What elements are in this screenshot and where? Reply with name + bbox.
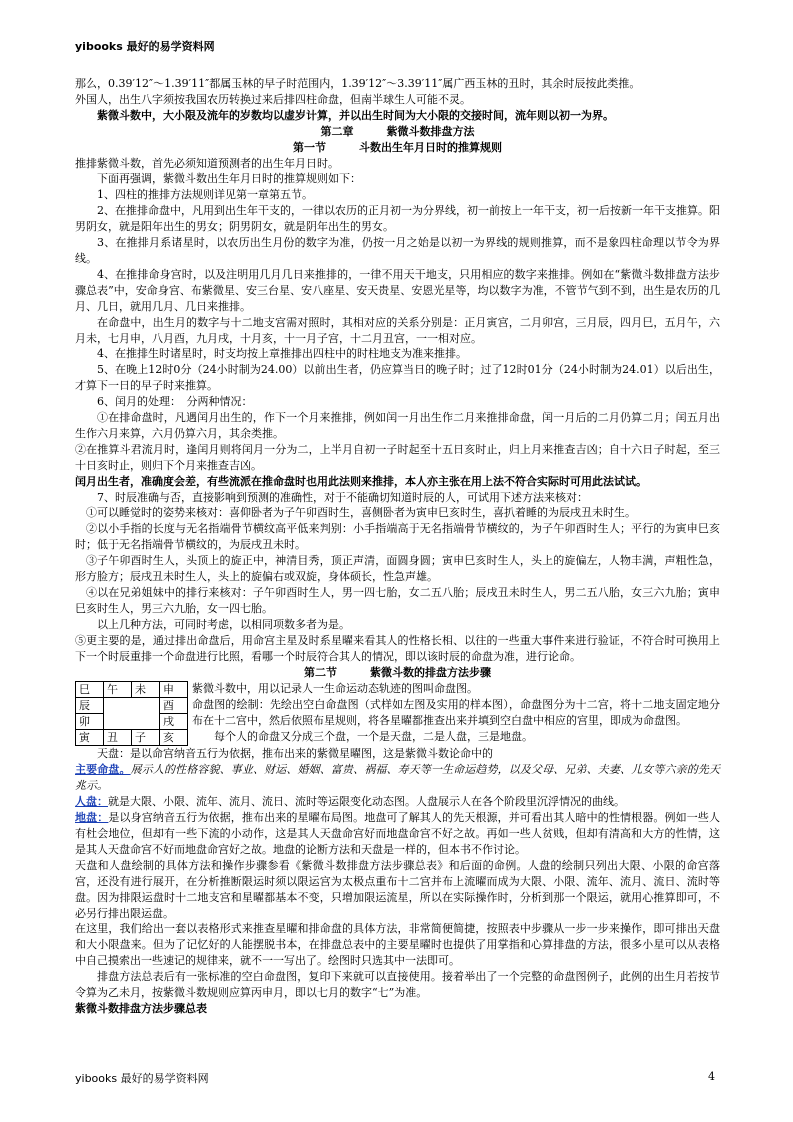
rule-item: 5、在晚上12时0分（24小时制为24.00）以前出生者，仍应算当日的晚子时；过了12时01分（24小时制为24.01）以后出生，才算下一日的早子时来推算。	[75, 363, 720, 393]
rule-item: 4、在推排生时诸星时，时支均按上章推排出四柱中的时柱地支为准来推排。	[97, 347, 467, 361]
grid-cell: 丑	[104, 730, 132, 746]
rule-subitem: ②在推算斗君流月时，逢闰月则将闰月一分为二，上半月自初一子时起至十五日亥时止，归上月来推查吉凶；自十六日子时起，至三十日亥时止，则归下个月来推查吉凶。	[75, 442, 720, 472]
text-line: 紫微斗数中，用以记录人一生命运动态轨迹的图叫命盘图。	[192, 682, 478, 696]
rule-subitem: ⑤更主要的是，通过排出命盘后，用命宫主星及时系星曜来看其人的性格长相、以往的一些重大事件来进行验证，不符合时可换用上下一个时辰重排一个命盘进行比照，看哪一个时辰符合其人的情况，即以该时辰的命盘为准，进行论命。	[75, 633, 720, 663]
rule-subitem: ①可以睡觉时的姿势来核对：喜仰卧者为子午卯酉时生，喜侧卧者为寅申巳亥时生，喜扒着睡的为辰戌丑未时生。	[86, 506, 636, 520]
grid-cell: 巳	[76, 682, 104, 698]
grid-cell: 亥	[160, 730, 188, 746]
term-earth-chart: 地盘：	[75, 811, 109, 825]
text-line: 下面再强调，紫微斗数出生年月日时的推算规则如下：	[97, 172, 361, 186]
rule-subitem: ③子午卯酉时生人，头顶上的旋正中，神清目秀，顶正声清，面圆身圆；寅申巳亥时生人，头上的旋偏左，人物丰满，声粗性急，形方脸方；辰戌丑未时生人，头上的旋偏右或双旋，身体硕长，性急声雄。	[75, 554, 720, 584]
grid-cell: 酉	[160, 698, 188, 714]
text-line: 那么，0.39′12″～1.39′11″都属玉林的早子时范围内，1.39′12″～3.39′11″属广西玉林的丑时，其余时辰按此类推。	[75, 77, 641, 90]
grid-cell: 子	[132, 730, 160, 746]
rule-item: 1、四柱的推排方法规则详见第一章第五节。	[97, 188, 313, 202]
grid-cell: 寅	[76, 730, 104, 746]
rule-item: 2、在推排命盘中，凡用到出生年干支的，一律以农历的正月初一为分界线，初一前按上一年干支，初一后按新一年干支推算。阳男阴女，就是阳年出生的男女；阴男阴女，就是阴年出生的男女。	[75, 204, 720, 234]
page-header: yibooks 最好的易学资料网	[75, 40, 215, 53]
chapter-title: 第二章 紫微斗数排盘方法	[320, 124, 475, 138]
rule-item: 3、在推排月系诸星时，以农历出生月份的数字为准，仍按一月之始是以初一为界线的规则推算，而不是象四柱命理以节令为界线。	[75, 236, 720, 265]
text-line: 外国人，出生八字须按我国农历转换过来后排四柱命盘，但南半球生人可能不灵。	[75, 92, 471, 106]
text-line: 每个人的命盘又分成三个盘，一个是天盘，二是人盘，三是地盘。	[214, 730, 533, 744]
grid-cell: 辰	[76, 698, 104, 714]
rule-subitem: ④以在兄弟姐妹中的排行来核对：子午卯酉时生人，男一四七胎，女二五八胎；辰戌丑未时生人，男二五八胎，女三六九胎；寅申巳亥时生人，男三六九胎，女一四七胎。	[75, 586, 720, 615]
term-description: 就是大限、小限、流年、流月、流日、流时等运限变化动态图。人盘展示人在各个阶段里沉浮情况的曲线。	[108, 795, 625, 809]
term-human-chart: 人盘：	[75, 795, 108, 809]
grid-cell: 卯	[76, 714, 104, 730]
term-description: 展示人的性格容貌、事业、财运、婚姻、富贵、祸福、寿天等一生命运趋势，以及父母、兄弟、夫妻、儿女等六亲的先天兆示。	[75, 763, 721, 793]
rule-item: 7、时辰准确与否，直接影响到预测的准确性，对于不能确切知道时辰的人，可试用下述方法来核对：	[97, 490, 588, 504]
rule-subitem: ①在排命盘时，凡遇闰月出生的，作下一个月来推排，例如闰一月出生作二月来推排命盘，闰一月后的二月仍算二月；闰五月出生作六月来算，六月仍算六月，其余类推。	[75, 411, 720, 440]
text-line: 命盘图的绘制：先绘出空白命盘图（式样如左图及实用的样本图），命盘图分为十二宫，将十二地支固定地分布在十二宫中，然后依照布星规则，将各星曜都推查出来并填到空白盘中相应的宫里，即成为命盘图。	[192, 698, 720, 728]
term-main-chart: 主要命盘。	[75, 763, 131, 777]
grid-center	[104, 698, 160, 730]
text-line	[75, 810, 720, 858]
text-line: 天盘：是以命宫纳音五行为依据，推布出来的紫微星曜图，这是紫微斗数论命中的	[97, 747, 493, 761]
rule-item: 在命盘中，出生月的数字与十二地支宫需对照时，其相对应的关系分别是：正月寅宫，二月卯宫，三月辰，四月巳，五月午，六月未，七月申，八月酉，九月戌，十月亥，十一月子宫，十二月丑宫，一一相对应。	[75, 315, 720, 345]
grid-cell: 未	[132, 682, 160, 698]
section-title: 第二节 紫微斗数的排盘方法步骤	[304, 665, 491, 679]
chart-description	[192, 681, 720, 745]
term-description: 是以身宫纳音五行为依据，推布出来的星曜布局图。地盘可了解其人的先天根源，并可看出其人暗中的性情根器。例如一些人有杜会地位，但却有一些下流的小动作，这是其人天盘命宫好而地盘命宫不好之故。再如一些人贫贱，但却有清高和大方的性情，这是其人天盘命宫不好而地盘命宫好之故。地盘的论断方法和天盘是一样的，但本书不作讨论。	[75, 811, 721, 856]
rule-subitem: ②以小手指的长度与无名指端骨节横纹高平低来判别：小手指端高于无名指端骨节横纹的，为子午卯酉时生人；平行的为寅申巳亥时；低于无名指端骨节横纹的，为辰戌丑未时。	[75, 522, 720, 552]
rule-item: 4、在推排命身宫时，以及注明用几月几日来推排的，一律不用天干地支，只用相应的数字来推排。例如在“紫微斗数排盘方法步骤总表”中，安命身宫、布紫微星、安三台星、安八座星、安天贵星、安恩光星等，均以数字为准，不管节气到不到，出生是农历的几月、几日，就用几月、几日来推排。	[75, 267, 720, 313]
text-line: 在这里，我们给出一套以表格形式来推查星曜和排命盘的具体方法，非常简便简捷，按照表中步骤从一步一步来操作，即可排出天盘和大小限盘来。但为了记忆好的人能摆脱书本，在排盘总表中的主要星曜时也提供了用掌指和心算排盘的方法，很多小星可以从表格中自己摸索出一些速记的规律来，就不一一写出了。绘图时只选其中一法即可。	[75, 922, 720, 968]
grid-cell: 申	[160, 682, 188, 698]
section-title: 第一节 斗数出生年月日时的推算规则	[293, 140, 502, 154]
text-line: 天盘和人盘绘制的具体方法和操作步骤参看《紫微斗数排盘方法步骤总表》和后面的命例。人盘的绘制只列出大限、小限的命宫落宫，还没有进行展开，在分析推断限运时须以限运宫为太极点重布十二宫并布上流曜而成为大限、小限、流年、流月、流日、流时等盘。因为排限运盘时十二地支宫和星曜都基本不变，只增加限运流星，所以在实际操作时，分析到那一个限运，就用心推算即可，不必另行排出限运盘。	[75, 858, 720, 920]
page-footer: yibooks 最好的易学资料网	[75, 1072, 209, 1085]
table-title: 紫微斗数排盘方法步骤总表	[75, 1001, 207, 1015]
bold-note: 闰月出生者，准确度会差，有些流派在推命盘时也用此法则来推排，本人亦主张在用上法不符合实际时可用此法试试。	[75, 474, 647, 488]
rule-subitem: 以上几种方法，可同时考虑，以相同项数多者为是。	[97, 617, 350, 631]
text-line	[75, 794, 720, 810]
text-line	[75, 762, 720, 794]
rule-item: 6、闰月的处理： 分两种情况：	[97, 395, 253, 409]
palace-grid	[75, 681, 188, 746]
text-line: 推排紫微斗数，首先必须知道预测者的出生年月日时。	[75, 156, 339, 170]
page-content	[75, 76, 720, 1017]
chart-block	[75, 681, 720, 746]
page-number: 4	[708, 1070, 715, 1083]
grid-cell: 戌	[160, 714, 188, 730]
bold-note: 紫微斗数中，大小限及流年的岁数均以虚岁计算，并以出生时间为大小限的交接时间，流年则以初一为界。	[97, 108, 614, 122]
text-line: 排盘方法总表后有一张标准的空白命盘图，复印下来就可以直接使用。接着举出了一个完整的命盘图例子，此例的出生月若按节令算为乙未月，按紫微斗数规则应算丙申月，即以七月的数字“七”为准。	[75, 970, 720, 1000]
grid-cell: 午	[104, 682, 132, 698]
